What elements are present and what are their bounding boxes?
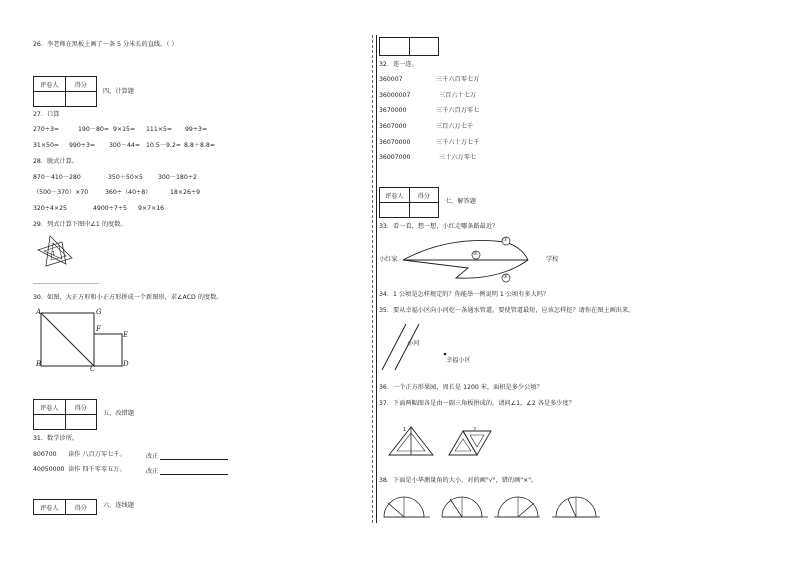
score-box-1 (33, 76, 97, 107)
label-B: B (36, 360, 42, 368)
q32-number: 36000007 (379, 92, 411, 99)
q32-word: 三十六万零七 (439, 154, 477, 161)
reviewer-cell[interactable] (34, 415, 66, 429)
q28-item: 360÷（40÷8） (105, 189, 152, 196)
triangles-figure-37 (383, 421, 498, 461)
score-cell[interactable] (410, 203, 439, 217)
protractor-2 (442, 497, 488, 517)
q32-word: 三百六十七万 (439, 92, 477, 99)
school-label: 学校 (546, 256, 559, 263)
q27-item: 190－80= (78, 126, 110, 133)
q28-item: 4900÷7÷5 (93, 205, 127, 212)
protractors-figure-38 (380, 493, 605, 521)
score-label: 得分 (417, 192, 430, 200)
q28-item: 18×26÷9 (170, 189, 201, 196)
reviewer-label: 评卷人 (380, 188, 410, 202)
route-3-label: ③ (503, 274, 508, 280)
route-figure-33 (400, 235, 535, 285)
q28-item: 870－410－280 (33, 174, 81, 181)
q27-item: 99÷3= (185, 126, 208, 133)
separator (33, 283, 99, 284)
q32-number: 3607000 (379, 123, 407, 130)
q32-number: 36070000 (379, 139, 411, 146)
reviewer-label: 评卷人 (34, 500, 66, 514)
fix-blank[interactable] (160, 467, 228, 475)
column-divider (376, 35, 377, 523)
protractor-3 (494, 497, 540, 517)
q32-word: 三千六百零七万 (436, 76, 480, 83)
angle-1-label: 1 (403, 427, 407, 433)
question-36: 36．一个正方形果园，周长是 1200 米，面积是多少公顷？ (379, 384, 543, 391)
q28-item: 350＋50×5 (108, 174, 143, 181)
fix-label: 改正 (146, 467, 159, 475)
q27-item: 31×50= (33, 142, 60, 149)
q31-fix[interactable] (146, 452, 228, 460)
q31-reading: 读作 四千零零五万。 (68, 466, 126, 473)
q27-item: 270÷3= (33, 126, 60, 133)
label-C: C (90, 365, 96, 373)
section-5-heading: 五、改错题 (103, 410, 134, 417)
q32-number: 3670000 (379, 107, 407, 114)
q27-item: 8.8＋8.8= (184, 142, 216, 149)
question-35: 35．要从幸福小区向小河挖一条通水管道，要使管道最短，应该怎样挖？请你在图上画出来。 (379, 307, 635, 314)
label-F: F (96, 325, 101, 333)
question-33: 33．看一看，想一想，小红走哪条路最近？ (379, 223, 499, 230)
question-29: 29．列式计算下图中∠1 的度数。 (33, 221, 127, 228)
section-6-heading: 六、连线题 (103, 502, 134, 509)
score-label: 得分 (74, 504, 87, 512)
score-box-2 (33, 399, 97, 430)
label-G: G (96, 308, 102, 316)
section-7-heading: 七、解答题 (445, 198, 476, 205)
q31-reading: 读作 八百万零七千。 (68, 451, 126, 458)
section-4-heading: 四、计算题 (103, 88, 134, 95)
angle-1-label: 1 (52, 251, 56, 257)
score-cell[interactable] (66, 415, 97, 429)
district-label: 幸福小区 (446, 357, 471, 364)
route-1-label: ① (503, 237, 508, 243)
reviewer-cell[interactable] (380, 38, 410, 55)
protractor-1 (384, 497, 430, 517)
score-box-top (379, 37, 439, 56)
score-box-3 (33, 499, 97, 515)
q31-number: 800700 (33, 451, 57, 458)
question-38: 38．下面是小华测量角的大小，对的画"√"，错的画"×"。 (379, 477, 538, 484)
question-27-title: 27．口算 (33, 111, 60, 118)
question-26: 26．李老师在黑板上画了一条 5 分米长的直线。（ ） (33, 41, 178, 48)
score-cell[interactable] (410, 38, 439, 55)
q27-item: 111×5= (146, 126, 173, 133)
reviewer-cell[interactable] (34, 92, 66, 106)
q27-item: 10.5－9.2= (146, 142, 181, 149)
district-point (444, 353, 447, 356)
question-30: 30．如图，大正方形和小正方形拼成一个新图形，求∠ACD 的度数。 (33, 294, 223, 301)
reviewer-cell[interactable] (380, 203, 410, 217)
question-28-title: 28．脱式计算。 (33, 158, 78, 165)
q27-item: 300－44= (109, 142, 141, 149)
q32-number: 360007 (379, 76, 403, 83)
angle-2-label: 2 (473, 427, 477, 433)
q32-word: 三千六十万七千 (436, 139, 480, 146)
question-31-title: 31．数学诊所。 (33, 435, 78, 442)
label-E: E (123, 331, 129, 339)
reviewer-label: 评卷人 (34, 400, 66, 414)
score-cell[interactable] (66, 92, 97, 106)
q32-word: 三百六万七千 (436, 123, 474, 130)
q32-word: 三千六百万零七 (436, 107, 480, 114)
protractor-4 (552, 497, 600, 517)
score-label: 得分 (74, 81, 87, 89)
reviewer-label: 评卷人 (34, 77, 66, 91)
river-label: 小河 (407, 340, 420, 347)
q28-item: 9×7×16 (138, 205, 165, 212)
q27-item: 990÷3= (69, 142, 96, 149)
fix-blank[interactable] (160, 452, 228, 460)
label-D: D (123, 360, 129, 368)
q28-item: （500－370）×70 (33, 189, 89, 196)
set-square-figure-29 (36, 230, 76, 270)
question-34: 34．1 公顷是怎样规定的？你能举一例说明 1 公顷有多大吗？ (379, 291, 550, 298)
question-37: 37．下面两幅图各是由一副三角板拼成的，请问∠1，∠2 各是多少度？ (379, 400, 575, 407)
score-label: 得分 (74, 404, 87, 412)
label-A: A (36, 308, 42, 316)
route-2-label: ② (473, 251, 478, 257)
fold-line (372, 35, 373, 523)
score-box-4 (379, 187, 439, 218)
squares-figure-30 (36, 308, 136, 372)
question-32: 32．连一连。 (379, 61, 418, 68)
q31-number: 40050000 (33, 466, 65, 473)
q32-number: 36007000 (379, 154, 411, 161)
q27-item: 9×15= (113, 126, 136, 133)
q28-item: 320÷4×25 (33, 205, 67, 212)
home-label: 小红家 (379, 256, 398, 263)
fix-label: 改正 (146, 452, 159, 460)
q31-fix[interactable] (146, 467, 228, 475)
q28-item: 300－180÷2 (158, 174, 197, 181)
